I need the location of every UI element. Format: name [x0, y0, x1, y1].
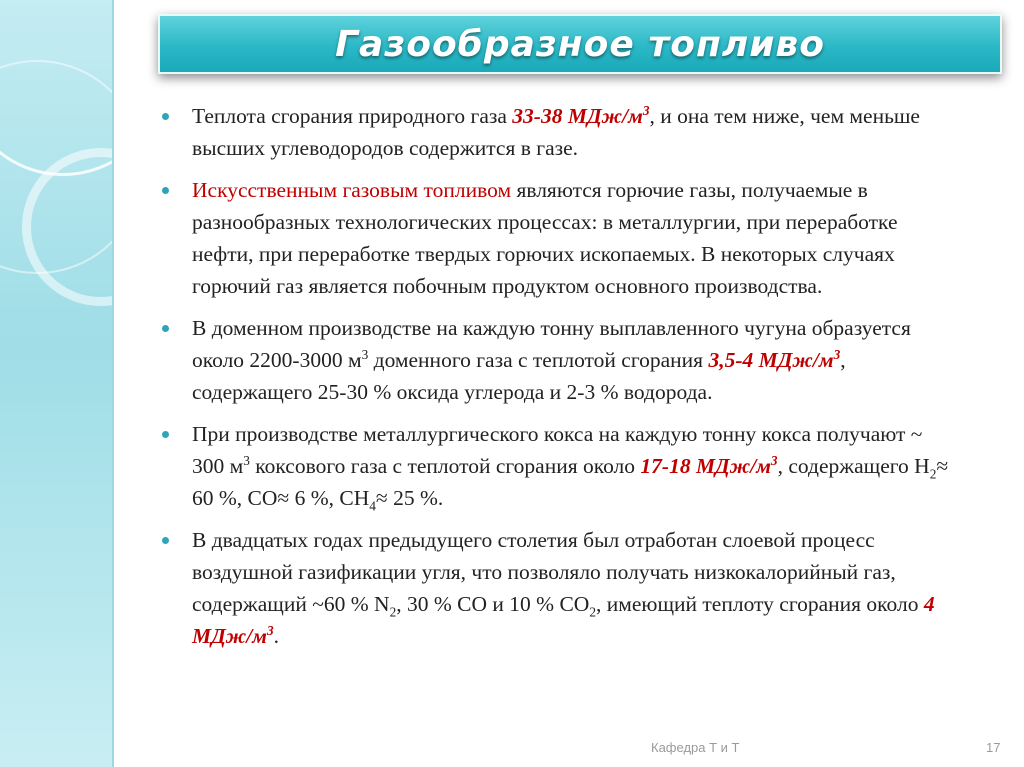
subscript: 2 [589, 604, 596, 620]
highlight-value: 17-18 МДж/$м^3$ [640, 452, 778, 478]
bullet-text: Теплота сгорания природного газа [192, 104, 513, 128]
highlight-value: 33-38 МДж/$м^3$ [512, 102, 650, 128]
decorative-sidebar [0, 0, 112, 767]
bullet-dot-icon [162, 537, 169, 544]
bullet-text: , 30 % CO и 10 % CO [396, 592, 590, 616]
highlight-value: 4 МДж/$м^3$ [192, 592, 935, 648]
bullet-item [160, 100, 950, 164]
sidebar-edge [112, 0, 114, 767]
subscript: 2 [929, 466, 937, 482]
subscript: 2 [389, 604, 397, 620]
page-number: 17 [986, 740, 1001, 755]
bullet-text: . [273, 624, 280, 648]
highlight-term: Искусственным газовым топливом [192, 178, 512, 202]
bullet-text: При производстве металлургического кокса на каждую тонну кокса получают ~ 300 м [192, 422, 923, 478]
bullet-text: ≈ 60 %, CO≈ 6 %, CH [192, 454, 949, 510]
bullet-text: коксового газа с теплотой сгорания около [249, 454, 641, 478]
bullet-text: являются горючие газы, получаемые в разнообразных технологических процессах: в металлургии, при переработке нефти, при переработке твердых горючих ископаемых. В некоторых случаях горючий газ является побочным продуктом основного производства. [192, 178, 898, 298]
bullet-text: В доменном производстве на каждую тонну выплавленного чугуна образуется около 2200-3000 м [192, 316, 911, 372]
highlight-value: 3,5-4 МДж/$м^3$ [708, 346, 841, 372]
title-banner [158, 14, 1002, 74]
bullet-text: , содержащего H [777, 454, 930, 478]
bullet-dot-icon [162, 431, 169, 438]
bullet-dot-icon [162, 325, 169, 332]
bullet-text: В двадцатых годах предыдущего столетия был отработан слоевой процесс воздушной газификации угля, что позволяло получать низкокалорийный газ, содержащий ~60 % N [192, 528, 896, 616]
bullet-dot-icon [162, 113, 169, 120]
bullet-text: , содержащего 25-30 % оксида углерода и 2-3 % водорода. [192, 348, 846, 404]
superscript: 3 [361, 346, 369, 362]
slide-title: Газообразное топливо [335, 23, 825, 65]
bullet-item [160, 174, 950, 302]
bullet-item [160, 524, 950, 652]
bullet-item [160, 418, 950, 514]
bullet-text: , имеющий теплоту сгорания около [595, 592, 924, 616]
bullet-list [160, 100, 950, 662]
subscript: 4 [369, 498, 376, 514]
bullet-text: ≈ 25 %. [375, 486, 444, 510]
bullet-text: доменного газа с теплотой сгорания [368, 348, 709, 372]
superscript: 3 [243, 452, 250, 468]
footer-department: Кафедра Т и Т [651, 740, 740, 755]
bullet-text: , и она тем ниже, чем меньше высших углеводородов содержится в газе. [192, 104, 920, 160]
bullet-dot-icon [162, 187, 169, 194]
bullet-item [160, 312, 950, 408]
